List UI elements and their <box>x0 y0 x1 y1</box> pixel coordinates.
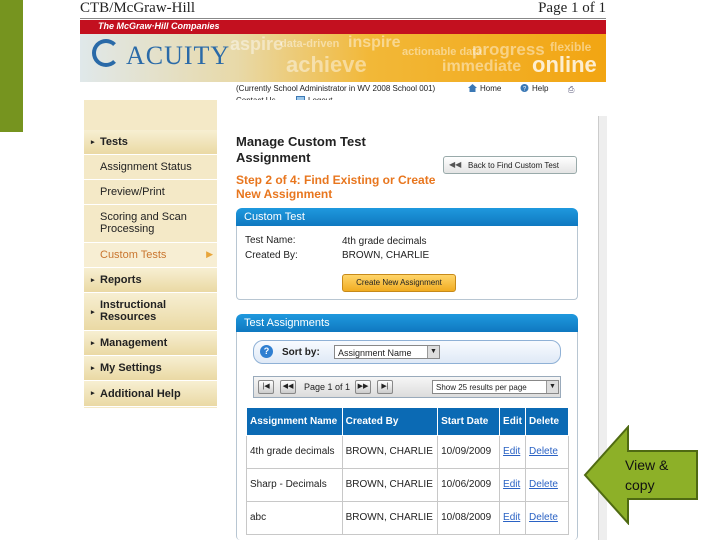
start-date-cell: 10/09/2009 <box>438 436 500 469</box>
assignment-name-cell: 4th grade decimals <box>247 436 343 469</box>
banner-word: aspire <box>230 34 284 54</box>
sidebar-item-label: Assignment Status <box>100 161 192 173</box>
sidebar-item-additional-help[interactable] <box>84 381 217 407</box>
created-by-value: BROWN, CHARLIE <box>342 250 430 261</box>
assignments-table <box>246 407 569 535</box>
sort-select-value: Assignment Name <box>338 348 412 358</box>
created-by-cell: BROWN, CHARLIE <box>342 436 437 469</box>
double-back-arrow-icon: ◀◀ <box>449 160 462 169</box>
column-header-delete: Delete <box>526 408 569 436</box>
expand-arrow-icon: ▸ <box>91 309 95 316</box>
table-row <box>247 436 569 469</box>
sidebar-item-label: Management <box>100 337 168 349</box>
table-header-row <box>247 408 569 436</box>
sidebar-item-tests[interactable] <box>84 130 217 155</box>
sidebar-item-label: Reports <box>100 274 142 286</box>
sidebar-item-label: Preview/Print <box>100 186 165 198</box>
test-assignments-header <box>236 314 578 332</box>
edit-link[interactable]: Edit <box>500 502 526 535</box>
callout-line: View & <box>625 457 669 473</box>
expand-arrow-icon: ▸ <box>91 277 95 284</box>
sort-label: Sort by: <box>282 347 320 358</box>
edit-link[interactable]: Edit <box>500 436 526 469</box>
assignment-name-cell: Sharp - Decimals <box>247 469 343 502</box>
help-link[interactable] <box>520 84 548 93</box>
sort-info-icon: ? <box>260 345 273 358</box>
svg-text:?: ? <box>522 86 527 92</box>
back-to-find-button[interactable] <box>443 156 577 174</box>
home-icon <box>468 84 477 92</box>
user-status-text: (Currently School Administrator in WV 2008 School 001) <box>236 84 436 93</box>
sidebar-item-my-settings[interactable] <box>84 356 217 381</box>
banner-word: inspire <box>348 34 401 51</box>
acuity-banner <box>80 20 606 82</box>
home-label: Home <box>480 84 502 93</box>
acuity-logo-text: ACUITY <box>126 41 231 70</box>
table-row <box>247 469 569 502</box>
document-header <box>80 0 606 20</box>
sort-bar <box>253 340 561 364</box>
test-name-label: Test Name: <box>245 235 296 246</box>
banner-word: progress <box>472 40 545 59</box>
header-divider <box>80 18 606 19</box>
column-header-edit: Edit <box>500 408 526 436</box>
test-assignments-header-label: Test Assignments <box>244 317 330 329</box>
sidebar-item-label: Custom Tests <box>100 249 167 261</box>
delete-link[interactable]: Delete <box>526 502 569 535</box>
expand-arrow-icon: ▸ <box>91 340 95 347</box>
expand-arrow-icon: ▸ <box>91 390 95 397</box>
last-page-button[interactable]: ▶| <box>377 380 393 394</box>
banner-word: data-driven <box>280 38 340 50</box>
banner-word: online <box>532 52 597 77</box>
start-date-cell: 10/06/2009 <box>438 469 500 502</box>
created-by-label: Created By: <box>245 250 298 261</box>
help-label: Help <box>532 84 549 93</box>
pagination-bar <box>253 376 561 398</box>
per-page-value: Show 25 results per page <box>436 383 527 392</box>
delete-link[interactable]: Delete <box>526 469 569 502</box>
banner-word: flexible <box>550 40 592 54</box>
print-icon[interactable]: ⎙ <box>568 85 575 94</box>
created-by-cell: BROWN, CHARLIE <box>342 502 437 535</box>
page-indicator: Page 1 of 1 <box>304 382 351 392</box>
start-date-cell: 10/08/2009 <box>438 502 500 535</box>
expand-arrow-icon: ▸ <box>91 139 95 146</box>
sidebar-item-scoring[interactable] <box>84 205 217 243</box>
callout-line: copy <box>625 477 655 493</box>
sidebar-item-label: Scoring and Scan Processing <box>100 211 187 235</box>
sidebar-item-custom-tests[interactable] <box>84 243 217 268</box>
per-page-select[interactable] <box>432 380 559 394</box>
sidebar-item-instructional-resources[interactable] <box>84 293 217 331</box>
sidebar-item-assignment-status[interactable] <box>84 155 217 180</box>
publisher-label: CTB/McGraw-Hill <box>80 0 195 16</box>
page-title: Manage Custom Test Assignment <box>236 134 366 165</box>
column-header-start-date[interactable]: Start Date <box>438 408 500 436</box>
previous-page-button[interactable]: ◀◀ <box>280 380 296 394</box>
column-header-assignment-name[interactable]: Assignment Name <box>247 408 343 436</box>
next-page-button[interactable]: ▶▶ <box>355 380 371 394</box>
expand-arrow-icon: ▸ <box>91 365 95 372</box>
edit-link[interactable]: Edit <box>500 469 526 502</box>
banner-word: immediate <box>442 58 522 75</box>
banner-word: actionable data <box>402 46 483 58</box>
slide-accent-bar <box>0 0 23 132</box>
create-new-assignment-button[interactable]: Create New Assignment <box>342 274 456 292</box>
active-arrow-icon: ▶ <box>206 249 213 259</box>
table-row <box>247 502 569 535</box>
step-heading: Step 2 of 4: Find Existing or Create New Assignment <box>236 173 436 201</box>
sidebar-item-label: Instructional Resources <box>100 299 167 323</box>
assignment-name-cell: abc <box>247 502 343 535</box>
test-name-value: 4th grade decimals <box>342 236 427 247</box>
column-header-created-by[interactable]: Created By <box>342 408 437 436</box>
created-by-cell: BROWN, CHARLIE <box>342 469 437 502</box>
back-button-label: Back to Find Custom Test <box>468 161 559 170</box>
help-icon <box>520 84 529 92</box>
sort-select[interactable] <box>334 345 440 359</box>
delete-link[interactable]: Delete <box>526 436 569 469</box>
sidebar-item-preview-print[interactable] <box>84 180 217 205</box>
custom-test-header <box>236 208 578 226</box>
custom-test-header-label: Custom Test <box>244 211 305 223</box>
mcgraw-hill-strip <box>80 20 606 34</box>
sidebar-item-label: My Settings <box>100 362 162 374</box>
sidebar-item-management[interactable] <box>84 331 217 356</box>
first-page-button[interactable]: |◀ <box>258 380 274 394</box>
banner-word: achieve <box>286 52 367 77</box>
sidebar-item-label: Tests <box>100 136 128 148</box>
chevron-down-icon: ▼ <box>427 346 439 358</box>
home-link[interactable] <box>468 84 501 93</box>
callout-text <box>625 455 668 495</box>
chevron-down-icon: ▼ <box>546 381 558 393</box>
sidebar-item-label: Additional Help <box>100 388 181 400</box>
mcgraw-hill-label: The McGraw·Hill Companies <box>98 21 220 31</box>
sidebar-item-reports[interactable] <box>84 268 217 293</box>
page-label: Page 1 of 1 <box>538 0 606 16</box>
acuity-logo-icon <box>92 39 120 67</box>
